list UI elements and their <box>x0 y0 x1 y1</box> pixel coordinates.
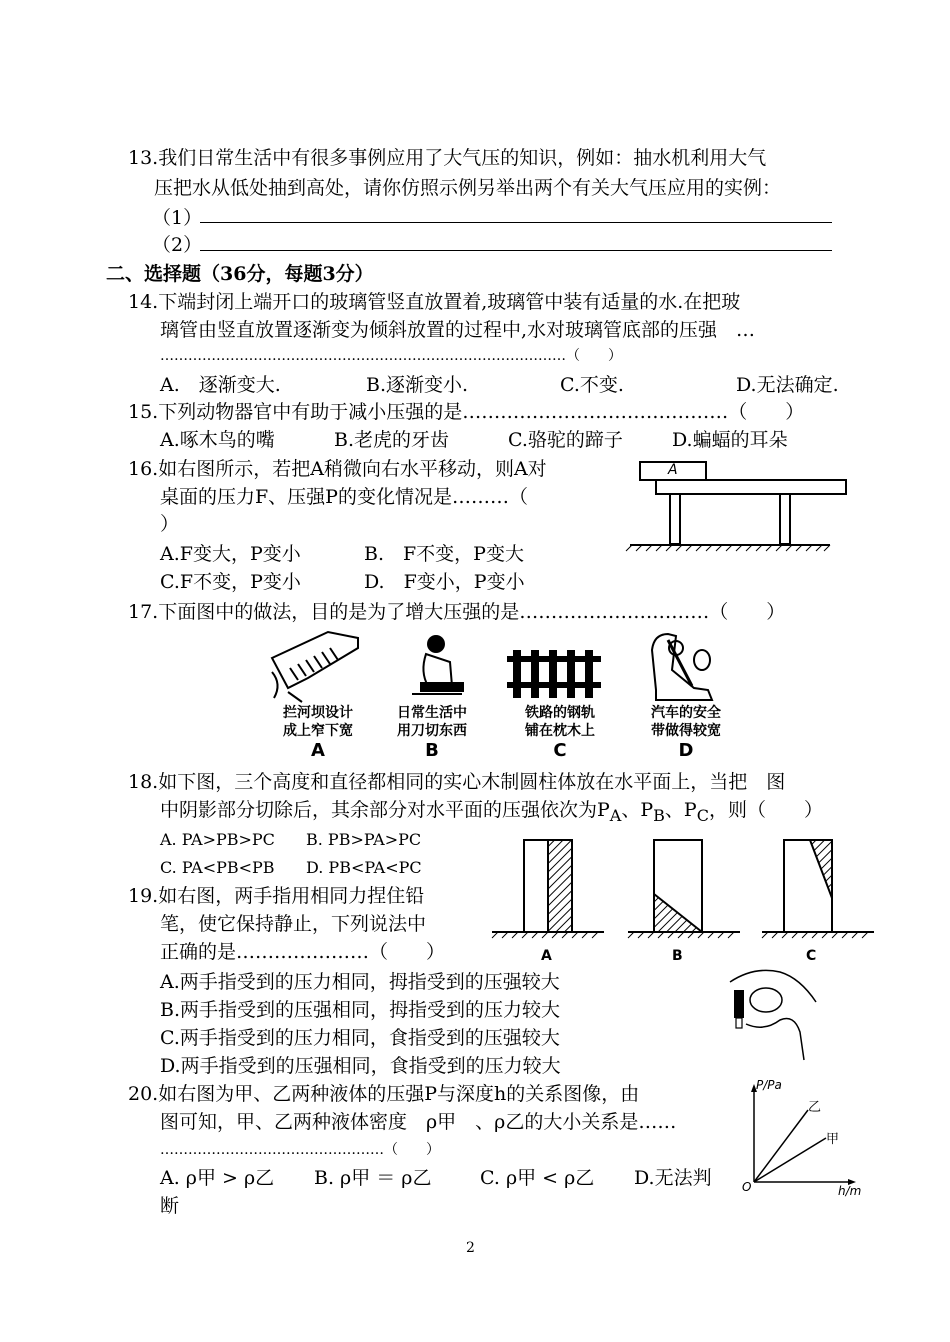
q14-line3: ……………………………………………………………………………（ ） <box>160 348 622 364</box>
pencil-fingers-figure <box>724 962 824 1062</box>
q18-option-a: A. PA>PB>PC <box>160 830 275 849</box>
knife-cutting-illustration <box>406 632 466 704</box>
cylinder-b-figure <box>624 838 744 942</box>
graph-origin-label: O <box>742 1180 752 1194</box>
railway-track-illustration <box>505 648 603 704</box>
q20-line3: …………………………………………（ ） <box>160 1142 440 1158</box>
q19-line2: 笔，使它保持静止，下列说法中 <box>160 913 427 935</box>
q19-option-b: B.两手指受到的压强相同，拇指受到的压力较大 <box>160 999 561 1021</box>
q17-label-d: D <box>678 740 694 761</box>
section-2-title: 二、选择题（36分，每题3分） <box>106 263 374 285</box>
q17-caption-c-line1: 铁路的钢轨 <box>525 705 595 721</box>
q14-line2: 璃管由竖直放置逐渐变为倾斜放置的过程中,水对玻璃管底部的压强 … <box>160 319 756 341</box>
q14-option-b: B.逐渐变小. <box>366 374 469 396</box>
cylinder-c-label: C <box>806 948 817 964</box>
graph-line-yi-label: 乙 <box>808 1100 822 1115</box>
q19-option-a: A.两手指受到的压力相同，拇指受到的压强较大 <box>160 971 560 993</box>
q20-option-b: B. ρ甲 ＝ ρ乙 <box>314 1167 432 1189</box>
q18-option-b: B. PB>PA>PC <box>306 830 422 849</box>
q19-line1: 19.如右图，两手指用相同力捏住铅 <box>128 885 425 907</box>
q17-label-c: C <box>553 740 567 761</box>
q16-option-b: B. F不变，P变大 <box>364 543 524 565</box>
q13-blank1-label: （1） <box>152 207 203 229</box>
q20-option-d: D.无法判 <box>634 1167 712 1189</box>
q18-option-d: D. PB<PA<PC <box>306 858 422 877</box>
q17-caption-d-line2: 带做得较宽 <box>651 723 721 739</box>
dam-illustration <box>268 628 362 704</box>
q14-line1: 14.下端封闭上端开口的玻璃管竖直放置着,玻璃管中装有适量的水.在把玻 <box>128 291 741 313</box>
graph-line-jia-label: 甲 <box>826 1132 840 1147</box>
seatbelt-illustration <box>646 630 718 704</box>
q16-table-figure <box>626 460 836 552</box>
cylinder-b-label: B <box>672 948 683 964</box>
q20-option-a: A. ρ甲 > ρ乙 <box>160 1167 275 1189</box>
q16-block-label: A <box>668 462 678 478</box>
q20-line1: 20.如右图为甲、乙两种液体的压强P与深度h的关系图像，由 <box>128 1083 640 1105</box>
q17-caption-c-line2: 铺在枕木上 <box>525 723 595 739</box>
q16-line1: 16.如右图所示，若把A稍微向右水平移动，则A对 <box>128 458 547 480</box>
q16-option-d: D. F变小，P变小 <box>364 571 525 593</box>
q13-blank2-label: （2） <box>152 234 203 256</box>
q15-line1: 15.下列动物器官中有助于减小压强的是……………………………………（ ） <box>128 401 805 423</box>
pressure-depth-graph <box>740 1082 860 1192</box>
cylinder-a-label: A <box>541 948 552 964</box>
q16-option-a: A.F变大，P变小 <box>160 543 301 565</box>
q14-option-d: D.无法确定. <box>736 374 839 396</box>
cylinder-a-figure <box>488 838 608 942</box>
q14-option-c: C.不变. <box>560 374 624 396</box>
q17-caption-d-line1: 汽车的安全 <box>651 705 721 721</box>
q17-caption-b-line1: 日常生活中 <box>397 705 467 721</box>
graph-x-axis-label: h/m <box>838 1184 862 1198</box>
q20-option-c: C. ρ甲 < ρ乙 <box>480 1167 595 1189</box>
q20-option-d-continued: 断 <box>160 1195 180 1217</box>
q13-line2: 压把水从低处抽到高处，请你仿照示例另举出两个有关大气压应用的实例： <box>154 177 782 199</box>
q17-label-b: B <box>425 740 439 761</box>
q17-line1: 17.下面图中的做法，目的是为了增大压强的是…………………………（ ） <box>128 601 786 623</box>
q15-option-b: B.老虎的牙齿 <box>334 429 450 451</box>
q16-line2: 桌面的压力F、压强P的变化情况是………（ <box>160 486 528 508</box>
q18-line2: 中阴影部分切除后，其余部分对水平面的压强依次为$P_A$、$P_B$、$P_C$，则（ ） <box>160 799 823 825</box>
q19-option-d: D.两手指受到的压强相同，食指受到的压力较大 <box>160 1055 561 1077</box>
q17-caption-b-line2: 用刀切东西 <box>397 723 467 739</box>
cylinder-c-figure <box>758 838 878 942</box>
q20-line2: 图可知，甲、乙两种液体密度 ρ甲 、ρ乙的大小关系是…… <box>160 1111 677 1133</box>
q13-answer-line-2[interactable] <box>200 250 832 251</box>
q14-option-a: A. 逐渐变大. <box>160 374 281 396</box>
q16-option-c: C.F不变，P变小 <box>160 571 301 593</box>
graph-y-axis-label: P/Pa <box>756 1078 782 1092</box>
q17-caption-a-line2: 成上窄下宽 <box>283 723 353 739</box>
page-number: 2 <box>466 1240 475 1256</box>
q17-label-a: A <box>311 740 325 761</box>
q15-option-a: A.啄木鸟的嘴 <box>160 429 275 451</box>
q13-answer-line-1[interactable] <box>200 222 832 223</box>
q19-line3: 正确的是…………………（ ） <box>160 941 446 963</box>
q18-line1: 18.如下图，三个高度和直径都相同的实心木制圆柱体放在水平面上，当把 图 <box>128 771 786 793</box>
q17-caption-a-line1: 拦河坝设计 <box>283 705 353 721</box>
q19-option-c: C.两手指受到的压力相同，食指受到的压强较大 <box>160 1027 560 1049</box>
q15-option-c: C.骆驼的蹄子 <box>508 429 623 451</box>
q18-option-c: C. PA<PB<PB <box>160 858 275 877</box>
q15-option-d: D.蝙蝠的耳朵 <box>672 429 788 451</box>
q16-line3: ） <box>160 513 180 535</box>
q13-line1: 13.我们日常生活中有很多事例应用了大气压的知识，例如：抽水机利用大气 <box>128 147 767 169</box>
